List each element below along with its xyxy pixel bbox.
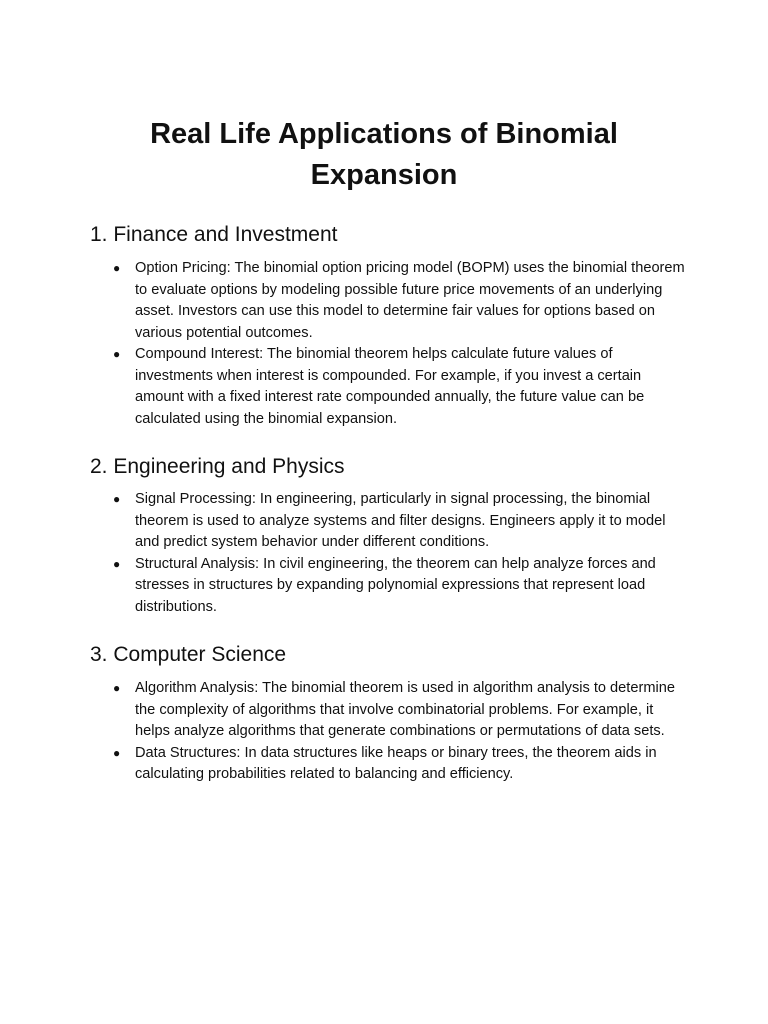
section-finance-and-investment — [90, 222, 690, 430]
section-engineering-and-physics — [90, 454, 690, 618]
list-item — [90, 344, 690, 430]
list-item-text: Option Pricing: The binomial option pricing model (BOPM) uses the binomial theorem to evaluate options by modeling possible future price movements of an underlying asset. Investors can use this model to determine fair values for options based on various potential outcomes. — [135, 260, 685, 341]
section-computer-science — [90, 642, 690, 786]
bullet-icon: ● — [113, 261, 121, 275]
page-title: Real Life Applications of Binomial Expansion — [150, 118, 618, 191]
bullet-list — [90, 489, 690, 618]
bullet-icon: ● — [113, 745, 121, 760]
section-heading: 2. Engineering and Physics — [90, 455, 345, 478]
bullet-icon: ● — [113, 347, 121, 361]
list-item-text: Data Structures: In data structures like heaps or binary trees, the theorem aids in calculating probabilities related to balancing and efficiency. — [135, 744, 657, 782]
list-item-text: Signal Processing: In engineering, particularly in signal processing, the binomial theorem is used to analyze systems and filter designs. Engineers apply it to model and predict system behavior under different conditions. — [135, 491, 666, 550]
list-item — [90, 678, 690, 743]
bullet-icon: ● — [113, 492, 121, 506]
list-item — [90, 554, 690, 619]
bullet-list — [90, 258, 690, 430]
bullet-list — [90, 678, 690, 786]
bullet-icon: ● — [113, 681, 121, 695]
list-item — [90, 489, 690, 554]
bullet-icon: ● — [113, 556, 121, 571]
list-item-text: Compound Interest: The binomial theorem helps calculate future values of investments when interest is compounded. For example, if you invest a certain amount with a fixed interest rate compounded annually, the future value can be calculated using the binomial expansion. — [135, 346, 645, 427]
list-item — [90, 743, 690, 786]
list-item-text: Structural Analysis: In civil engineering, the theorem can help analyze forces and stresses in structures by expanding polynomial expressions that represent load distributions. — [135, 555, 656, 615]
list-item — [90, 258, 690, 344]
list-item-text: Algorithm Analysis: The binomial theorem is used in algorithm analysis to determine the complexity of algorithms that involve combinatorial problems. For example, it helps analyze algorithms that generate combinations or permutations of data sets. — [135, 680, 675, 739]
section-heading: 1. Finance and Investment — [90, 223, 338, 246]
section-heading: 3. Computer Science — [90, 643, 287, 666]
